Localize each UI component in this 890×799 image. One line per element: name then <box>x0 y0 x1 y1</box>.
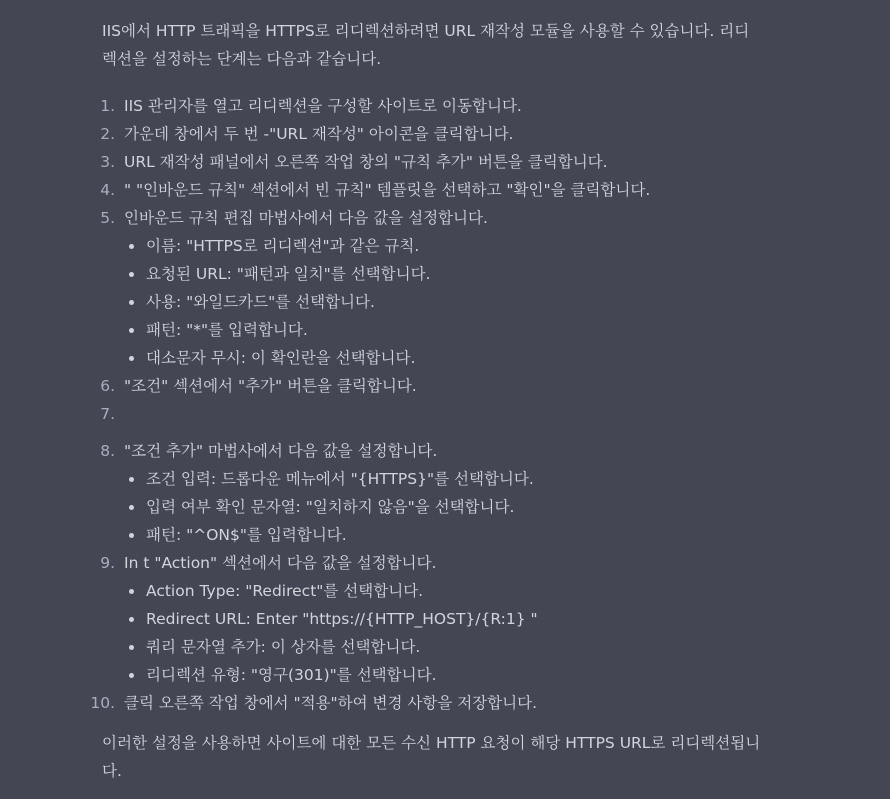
sub-list-item <box>124 288 806 316</box>
sub-list-item <box>124 316 806 344</box>
step-text: "조건" 섹션에서 "추가" 버튼을 클릭합니다. <box>124 377 417 395</box>
list-item <box>86 400 806 437</box>
step-text: 인바운드 규칙 편집 마법사에서 다음 값을 설정합니다. <box>124 209 488 227</box>
sub-list-item <box>124 605 806 633</box>
step-number: 3. <box>100 153 115 171</box>
sub-list-item <box>124 260 806 288</box>
sub-text: 조건 입력: 드롭다운 메뉴에서 "{HTTPS}"를 선택합니다. <box>146 470 534 488</box>
list-item <box>86 148 806 176</box>
step-number: 1. <box>100 97 115 115</box>
step-number: 10. <box>90 694 115 712</box>
sub-text: Action Type: "Redirect"를 선택합니다. <box>146 582 424 600</box>
steps-list <box>86 92 806 717</box>
step-number: 9. <box>100 554 115 572</box>
step-text: "조건 추가" 마법사에서 다음 값을 설정합니다. <box>124 442 438 460</box>
outro-paragraph: 이러한 설정을 사용하면 사이트에 대한 모든 수신 HTTP 요청이 해당 HTTPS URL로 리디렉션됩니다. <box>102 734 761 780</box>
sub-list <box>124 465 806 549</box>
list-item <box>86 204 806 372</box>
sub-text: 이름: "HTTPS로 리디렉션"과 같은 규칙. <box>146 237 420 255</box>
sub-text: 리디렉션 유형: "영구(301)"를 선택합니다. <box>146 666 437 684</box>
bullet-icon <box>129 645 134 650</box>
sub-text: 대소문자 무시: 이 확인란을 선택합니다. <box>146 349 416 367</box>
step-number: 8. <box>100 442 115 460</box>
list-item <box>86 689 806 717</box>
bullet-icon <box>129 673 134 678</box>
list-item <box>86 549 806 689</box>
bullet-icon <box>129 244 134 249</box>
bullet-icon <box>129 533 134 538</box>
sub-list-item <box>124 344 806 372</box>
bullet-icon <box>129 589 134 594</box>
sub-list-item <box>124 577 806 605</box>
sub-text: 패턴: "^ON$"를 입력합니다. <box>146 526 347 544</box>
bullet-icon <box>129 272 134 277</box>
step-text: In t "Action" 섹션에서 다음 값을 설정합니다. <box>124 554 437 572</box>
intro-paragraph: IIS에서 HTTP 트래픽을 HTTPS로 리디렉션하려면 URL 재작성 모듈을 사용할 수 있습니다. 리디렉션을 설정하는 단계는 다음과 같습니다. <box>102 22 750 68</box>
list-item <box>86 92 806 120</box>
sub-text: 요청된 URL: "패턴과 일치"를 선택합니다. <box>146 265 431 283</box>
sub-list-item <box>124 232 806 260</box>
list-item <box>86 120 806 148</box>
list-item <box>86 176 806 204</box>
sub-list-item <box>124 465 806 493</box>
sub-text: Redirect URL: Enter "https://{HTTP_HOST}/{R:1} " <box>146 610 538 628</box>
sub-text: 입력 여부 확인 문자열: "일치하지 않음"을 선택합니다. <box>146 498 515 516</box>
bullet-icon <box>129 505 134 510</box>
bullet-icon <box>129 328 134 333</box>
step-number: 5. <box>100 209 115 227</box>
step-text: IIS 관리자를 열고 리디렉션을 구성할 사이트로 이동합니다. <box>124 97 522 115</box>
step-text: URL 재작성 패널에서 오른쪽 작업 창의 "규칙 추가" 버튼을 클릭합니다. <box>124 153 608 171</box>
step-text: " "인바운드 규칙" 섹션에서 빈 규칙" 템플릿을 선택하고 "확인"을 클릭합니다. <box>124 181 651 199</box>
step-number: 7. <box>100 405 115 423</box>
sub-text: 사용: "와일드카드"를 선택합니다. <box>146 293 375 311</box>
list-item <box>86 372 806 400</box>
sub-list-item <box>124 493 806 521</box>
sub-list <box>124 577 806 689</box>
bullet-icon <box>129 300 134 305</box>
step-number: 6. <box>100 377 115 395</box>
bullet-icon <box>129 356 134 361</box>
sub-text: 쿼리 문자열 추가: 이 상자를 선택합니다. <box>146 638 421 656</box>
step-text: 클릭 오른쪽 작업 창에서 "적용"하여 변경 사항을 저장합니다. <box>124 694 538 712</box>
list-item <box>86 437 806 549</box>
step-number: 4. <box>100 181 115 199</box>
sub-text: 패턴: "*"를 입력합니다. <box>146 321 308 339</box>
step-number: 2. <box>100 125 115 143</box>
sub-list-item <box>124 521 806 549</box>
sub-list <box>124 232 806 372</box>
sub-list-item <box>124 661 806 689</box>
bullet-icon <box>129 617 134 622</box>
step-text: 가운데 창에서 두 번 -"URL 재작성" 아이콘을 클릭합니다. <box>124 125 514 143</box>
bullet-icon <box>129 477 134 482</box>
sub-list-item <box>124 633 806 661</box>
